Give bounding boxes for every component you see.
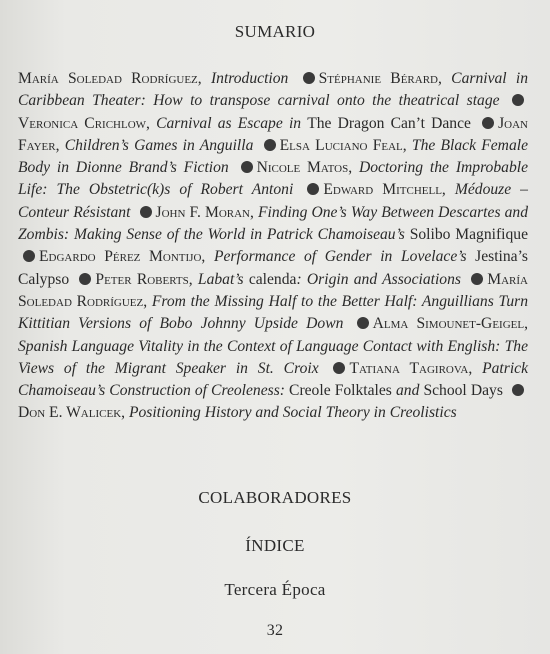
bullet-separator [264,139,276,151]
toc-entry: Joan Fayer, Children’s Games in Anguilla [18,114,528,154]
entry-title-part: Médouze – Conteur Résistant [18,181,528,221]
entry-author: Don E. Walicek [18,404,122,422]
entry-author: Peter Roberts [95,270,189,288]
page-number: 32 [266,622,284,639]
entry-title-part: Carnival as Escape in [156,114,308,132]
entry-title-part: Introduction [210,70,289,87]
entry-author: Alma Simounet-Geigel [372,315,525,333]
toc-entry: John F. Moran, Finding One’s Way Between Descartes and Zombis: Making Sense of the World in Patrick Chamoiseau’s Solibo Magnifique [18,203,529,244]
entry-title-part: From the Missing Half to the Better Half: Anguillians Turn Kittitian Versions of Bobo Johnny Upside Down [18,292,528,333]
entry-title-part: Patrick Chamoiseau’s Construction of Creoleness: [18,359,528,400]
entry-title-part: and [395,382,420,400]
toc-entry: Veronica Crichlow, Carnival as Escape in The Dragon Can’t Dance [18,114,471,132]
epoca-heading: Tercera Época [224,580,326,599]
entry-author: Edgardo Pérez Montijo [39,248,202,266]
entry-title-part: Children’s Games in Anguilla [64,136,254,154]
entry-title-part: The Dragon Can’t Dance [307,114,471,132]
entry-title-part: Doctoring the Improbable Life: The Obstetric(k)s of Robert Antoni [18,159,529,199]
bullet-separator [482,117,494,129]
toc-entry: Peter Roberts, Labat’s calenda: Origin and Associations [95,270,461,288]
toc-entry: Tatiana Tagirova, Patrick Chamoiseau’s Construction of Creoleness: Creole Folktales and School Days [18,359,528,400]
colaboradores-heading: COLABORADORES [198,488,352,507]
entry-title-part: Finding One’s Way Between Descartes and Zombis: Making Sense of the World in Patrick Chamoiseau’s [18,203,529,244]
entry-title-part: School Days [419,382,503,400]
entry-author: Stéphanie Bérard [318,70,438,87]
entry-title-part: Positioning History and Social Theory in Creolistics [128,404,457,422]
bullet-separator [333,362,345,374]
table-of-contents [18,68,528,425]
entry-author: John F. Moran [155,203,250,221]
entry-title-part: Jestina’s Calypso [18,248,528,288]
toc-entry: Edgardo Pérez Montijo, Performance of Gender in Lovelace’s Jestina’s Calypso [18,248,528,288]
bullet-separator [241,161,253,173]
entry-title-part: Labat’s [197,270,249,288]
entry-author: Nicole Matos [256,159,349,177]
entry-author: Elsa Luciano Feal [279,136,403,154]
entry-author: Joan Fayer [18,114,528,154]
entry-title-part: The Black Female Body in Dionne Brand’s Fiction [18,136,528,177]
bullet-separator [471,273,483,285]
entry-title-part: Spanish Language Vitality in the Context of Language Contact with English: The Views of the Migrant Speaker in St. Croix [18,337,528,377]
toc-entry: Stéphanie Bérard, Carnival in Caribbean Theater: How to transpose carnival onto the theatrical stage [18,70,529,110]
toc-entry: Alma Simounet-Geigel, Spanish Language Vitality in the Context of Language Contact with English: The Views of the Migrant Speaker in St. Croix [18,315,528,377]
entry-title-part: Solibo Magnifique [409,226,528,244]
entry-title-part: Creole Folktales [289,382,396,400]
toc-entry: María Soledad Rodríguez, Introduction [18,70,289,87]
indice-heading: ÍNDICE [245,536,305,555]
toc-entry: Don E. Walicek, Positioning History and Social Theory in Creolistics [18,404,457,422]
entry-author: María Soledad Rodríguez [18,70,198,87]
bullet-separator [23,250,35,262]
toc-entry: Elsa Luciano Feal, The Black Female Body in Dionne Brand’s Fiction [18,136,528,177]
entry-author: Edward Mitchell [323,181,442,199]
entry-title-part: Carnival in Caribbean Theater: How to transpose carnival onto the theatrical stage [18,70,529,110]
toc-entry: Nicole Matos, Doctoring the Improbable Life: The Obstetric(k)s of Robert Antoni [18,159,529,199]
toc-entry: Edward Mitchell, Médouze – Conteur Résistant [18,181,528,221]
bullet-separator [512,94,524,106]
entry-title-part: : Origin and Associations [296,270,461,288]
entry-author: Veronica Crichlow [18,114,147,132]
entry-author: Tatiana Tagirova [349,359,469,377]
bullet-separator [357,317,369,329]
bullet-separator [79,273,91,285]
toc-entry: María Soledad Rodríguez, From the Missing Half to the Better Half: Anguillians Turn Kittitian Versions of Bobo Johnny Upside Down [18,270,528,333]
bullet-separator [140,206,152,218]
entry-title-part: Performance of Gender in Lovelace’s [213,248,476,266]
entry-author: María Soledad Rodríguez [18,270,528,310]
bullet-separator [512,384,524,396]
bullet-separator [307,183,319,195]
entry-title-part: calenda [248,270,297,288]
bullet-separator [303,72,315,84]
sumario-heading: SUMARIO [234,22,316,41]
